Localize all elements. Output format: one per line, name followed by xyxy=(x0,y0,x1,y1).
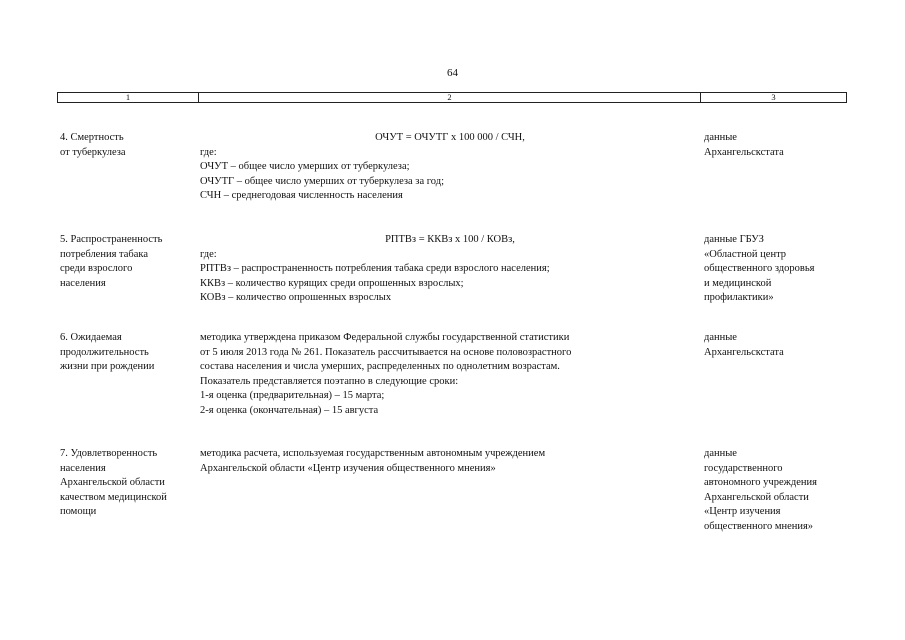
indicator-line: 7. Удовлетворенность xyxy=(60,448,158,459)
source-line: автономного учреждения xyxy=(704,477,817,489)
method-cell xyxy=(200,131,700,204)
indicator-line: качеством медицинской xyxy=(60,491,167,503)
indicator-cell xyxy=(60,131,200,160)
source-line: и медицинской xyxy=(704,277,772,289)
source-line: «Областной центр xyxy=(704,248,787,260)
indicator-line: 5. Распространенность xyxy=(60,234,163,245)
formula: РПТВз = ККВз х 100 / КОВз, xyxy=(385,234,515,245)
source-cell xyxy=(704,233,854,306)
method-line: методика расчета, используемая государственным автономным учреждением xyxy=(200,448,546,459)
method-line: методика утверждена приказом Федеральной службы государственной статистики xyxy=(200,332,570,343)
method-line: от 5 июля 2013 года № 261. Показатель рассчитывается на основе половозрастного xyxy=(200,346,572,358)
method-line: КОВз – количество опрошенных взрослых xyxy=(200,292,392,304)
method-line: 2-я оценка (окончательная) – 15 августа xyxy=(200,404,379,416)
source-line: Архангельскстата xyxy=(704,146,784,158)
method-line: состава населения и числа умерших, распределенных по однолетним возрастам. xyxy=(200,361,560,373)
column-number-1: 1 xyxy=(58,93,199,102)
source-line: профилактики» xyxy=(704,292,774,304)
indicator-line: 6. Ожидаемая xyxy=(60,332,122,343)
source-line: данные xyxy=(704,132,737,143)
method-line: где: xyxy=(200,146,217,158)
indicator-cell xyxy=(60,331,200,375)
table-header-row xyxy=(57,92,847,103)
indicator-line: 4. Смертность xyxy=(60,132,124,143)
indicator-line: продолжительность xyxy=(60,346,149,358)
source-line: Архангельскстата xyxy=(704,346,784,358)
formula: ОЧУТ = ОЧУТГ х 100 000 / СЧН, xyxy=(375,132,525,143)
method-line: Показатель представляется поэтапно в следующие сроки: xyxy=(200,375,459,387)
indicator-line: населения xyxy=(60,277,106,289)
indicator-line: от туберкулеза xyxy=(60,146,126,158)
method-line: СЧН – среднегодовая численность населения xyxy=(200,190,403,202)
source-line: общественного здоровья xyxy=(704,263,815,275)
method-line: ККВз – количество курящих среди опрошенных взрослых; xyxy=(200,277,464,289)
indicator-line: Архангельской области xyxy=(60,477,165,489)
method-cell xyxy=(200,331,700,419)
method-cell xyxy=(200,233,700,306)
method-line: ОЧУТ – общее число умерших от туберкулеза; xyxy=(200,161,410,173)
source-line: «Центр изучения xyxy=(704,506,781,518)
source-line: государственного xyxy=(704,462,783,474)
method-cell xyxy=(200,447,700,476)
source-cell xyxy=(704,131,854,160)
indicator-line: среди взрослого xyxy=(60,263,133,275)
method-line: Архангельской области «Центр изучения общественного мнения» xyxy=(200,462,496,474)
column-number-3: 3 xyxy=(771,92,776,102)
source-line: данные ГБУЗ xyxy=(704,234,764,245)
method-line: 1-я оценка (предварительная) – 15 марта; xyxy=(200,390,385,402)
source-line: общественного мнения» xyxy=(704,520,814,532)
method-line: где: xyxy=(200,248,217,260)
indicator-cell xyxy=(60,447,200,520)
source-line: Архангельской области xyxy=(704,491,809,503)
method-line: ОЧУТГ – общее число умерших от туберкулеза за год; xyxy=(200,175,444,187)
indicator-line: жизни при рождении xyxy=(60,361,155,373)
indicator-line: потребления табака xyxy=(60,248,149,260)
page-number: 64 xyxy=(447,67,458,79)
indicator-line: помощи xyxy=(60,506,97,518)
column-number-2: 2 xyxy=(199,93,701,102)
indicator-cell xyxy=(60,233,200,291)
source-line: данные xyxy=(704,448,737,459)
source-cell xyxy=(704,331,854,360)
source-cell xyxy=(704,447,854,535)
indicator-line: населения xyxy=(60,462,106,474)
method-line: РПТВз – распространенность потребления табака среди взрослого населения; xyxy=(200,263,550,275)
source-line: данные xyxy=(704,332,737,343)
